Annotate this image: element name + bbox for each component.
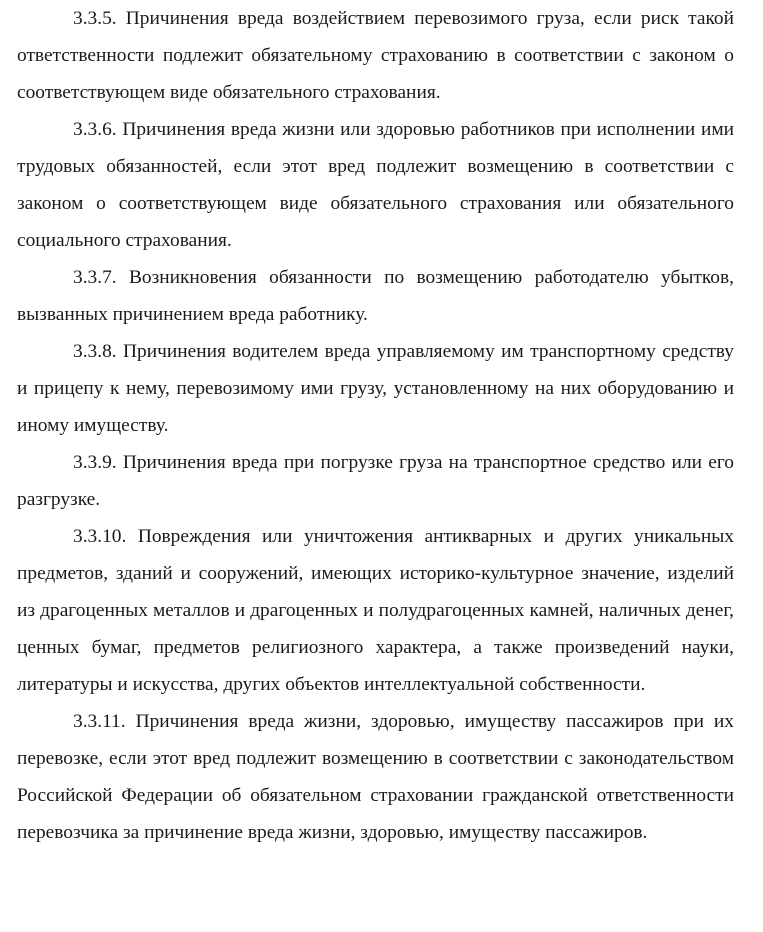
clause-3-3-11: 3.3.11. Причинения вреда жизни, здоровью, имуществу пассажиров при их перевозке, если этот вред подлежит возмещению в соответствии с законодательством Российской Федерации об обязательном страховании гражданской ответственности перевозчика за причинение вреда жизни, здоровью, имуществу пассажиров. bbox=[17, 711, 734, 843]
clause-3-3-7: 3.3.7. Возникновения обязанности по возмещению работодателю убытков, вызванных причинением вреда работнику. bbox=[17, 267, 734, 325]
clause-3-3-10: 3.3.10. Повреждения или уничтожения антикварных и других уникальных предметов, зданий и сооружений, имеющих историко-культурное значение, изделий из драгоценных металлов и драгоценных и полудрагоценных камней, наличных денег, ценных бумаг, предметов религиозного характера, а также произведений науки, литературы и искусства, других объектов интеллектуальной собственности. bbox=[17, 526, 734, 695]
clause-3-3-5: 3.3.5. Причинения вреда воздействием перевозимого груза, если риск такой ответственности подлежит обязательному страхованию в соответствии с законом о соответствующем виде обязательного страхования. bbox=[17, 8, 734, 103]
clause-3-3-9: 3.3.9. Причинения вреда при погрузке груза на транспортное средство или его разгрузке. bbox=[17, 452, 734, 510]
clause-3-3-6: 3.3.6. Причинения вреда жизни или здоровью работников при исполнении ими трудовых обязанностей, если этот вред подлежит возмещению в соответствии с законом о соответствующем виде обязательного страхования или обязательного социального страхования. bbox=[17, 119, 734, 251]
document-page bbox=[17, 0, 734, 851]
clause-3-3-8: 3.3.8. Причинения водителем вреда управляемому им транспортному средству и прицепу к нему, перевозимому ими грузу, установленному на них оборудованию и иному имуществу. bbox=[17, 341, 734, 436]
